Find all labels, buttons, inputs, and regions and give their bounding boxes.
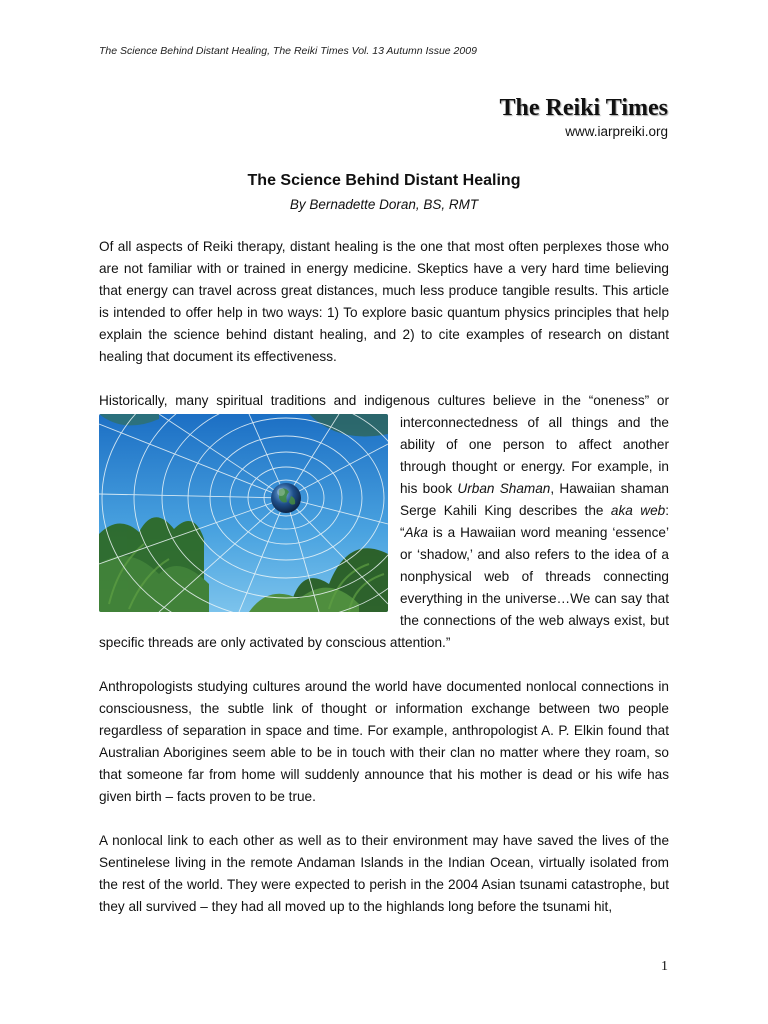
page-number: 1 [661, 959, 668, 974]
aka-term: Aka [404, 525, 428, 540]
paragraph-aka-web-rest: is a Hawaiian word meaning ‘essence’ or ‘shadow,’ and also refers to the idea of a nonphysical web of threads connecting everything in the universe…We can say that the connections of the web always exist, but specific threads are only activated by conscious attention.” [99, 525, 669, 650]
masthead [500, 94, 668, 141]
publication-url: www.iarpreiki.org [565, 124, 668, 139]
aka-web-term: aka web [610, 503, 666, 518]
paragraph-anthropologists: Anthropologists studying cultures around the world have documented nonlocal connections in consciousness, the subtle link of thought or information exchange between two people regardless of separation in space and time. For example, anthropologist A. P. Elkin found that Australian Aborigines seem able to be in touch with their clan no matter where they roam, so that someone far from home will suddenly announce that his mother is dead or his wife has given birth – facts proven to be true. [99, 679, 669, 804]
paragraph-aka-web-lead-1: Historically, many spiritual traditions and indigenous cultures believe in the “oneness” or [99, 393, 669, 408]
article-body [99, 236, 669, 940]
spiderweb-globe-image [99, 414, 388, 612]
paragraph-aka-web-mid: , Hawaiian shaman Serge Kahili King describes the [400, 481, 669, 518]
running-header: The Science Behind Distant Healing, The Reiki Times Vol. 13 Autumn Issue 2009 [99, 45, 477, 57]
publication-title: The Reiki Times [499, 95, 668, 121]
paragraph-aka-web-lead-2: interconnectedness of all things and the ability of one person to affect another through thought or energy. For example, in his book [400, 415, 669, 496]
byline: By Bernadette Doran, BS, RMT [289, 197, 479, 212]
article-title: The Science Behind Distant Healing [247, 172, 521, 189]
paragraph-sentinelese: A nonlocal link to each other as well as to their environment may have saved the lives of the Sentinelese living in the remote Andaman Islands in the Indian Ocean, virtually isolated from the rest of the world. They were expected to perish in the 2004 Asian tsunami catastrophe, but they all survived – they had all moved up to the highlands long before the tsunami hit, [99, 833, 669, 914]
paragraph-intro: Of all aspects of Reiki therapy, distant healing is the one that most often perplexes those who are not familiar with or trained in energy medicine. Skeptics have a very hard time believing that energy can travel across great distances, much less produce tangible results. This article is intended to offer help in two ways: 1) To explore basic quantum physics principles that help explain the science behind distant healing, and 2) to cite examples of research on distant healing that document its effectiveness. [99, 239, 669, 364]
paragraph-aka-web [99, 390, 669, 654]
book-title: Urban Shaman [457, 481, 551, 496]
paragraph-aka-web-colon: : “ [400, 503, 669, 540]
spiderweb-globe-icon [99, 414, 388, 612]
